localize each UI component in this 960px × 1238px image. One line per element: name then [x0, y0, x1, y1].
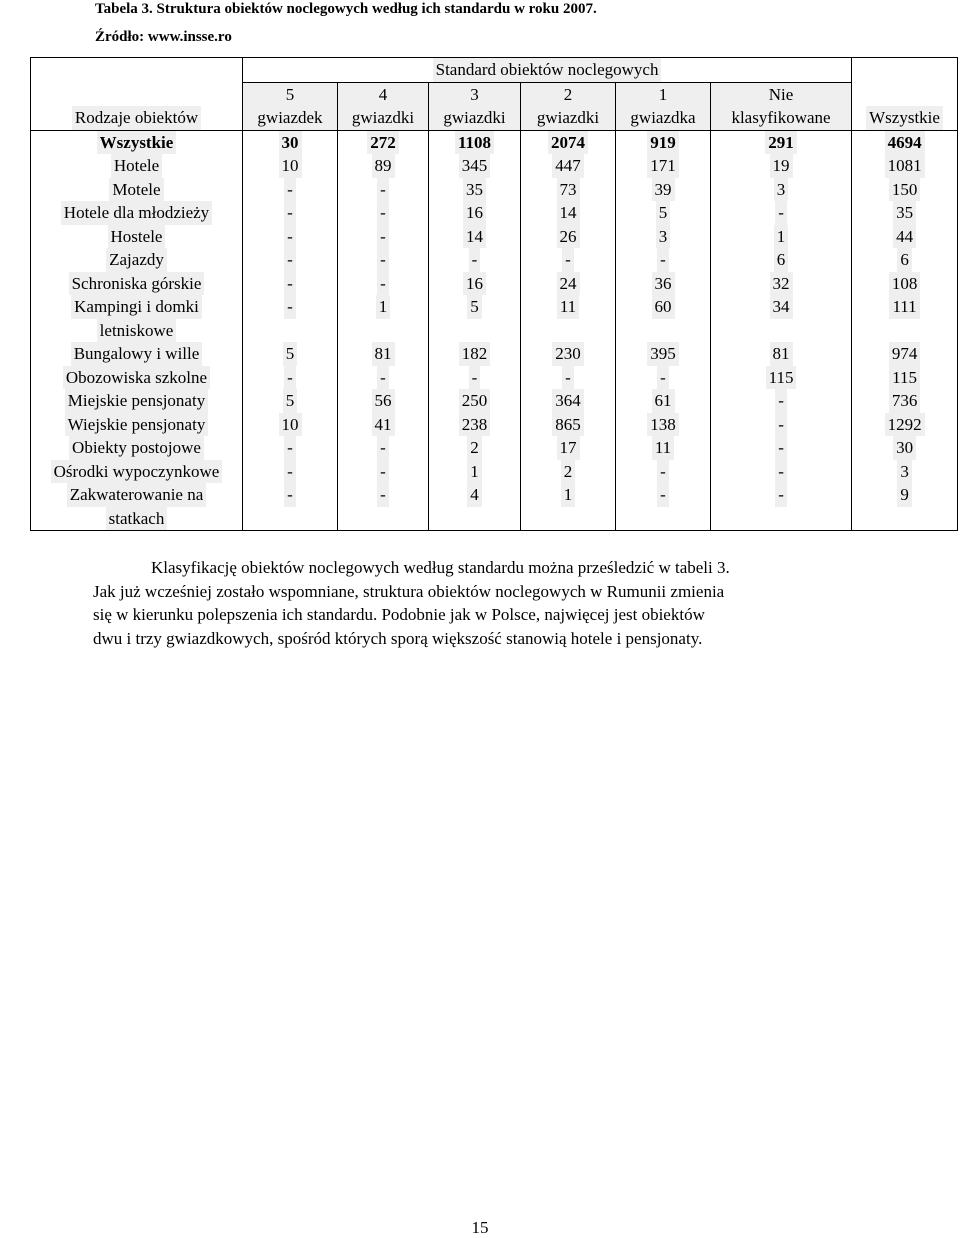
accommodation-table: [30, 57, 958, 531]
row-name-cell: [31, 483, 243, 531]
value-cell: [711, 225, 852, 249]
cell-value: 11: [652, 436, 674, 460]
value-cell: [711, 295, 852, 342]
value-cell: [521, 436, 616, 460]
value-cell: [338, 342, 429, 366]
value-cell: [616, 225, 711, 249]
row-name: Zakwaterowanie na: [67, 483, 207, 507]
row-name-continuation: letniskowe: [97, 319, 177, 343]
row-name-cell: [31, 413, 243, 437]
value-cell: [711, 460, 852, 484]
cell-value: -: [657, 366, 669, 390]
value-cell: [852, 389, 958, 413]
cell-value: -: [562, 248, 574, 272]
cell-value: 26: [557, 225, 580, 249]
cell-value: 115: [889, 366, 920, 390]
cell-value: 35: [463, 178, 486, 202]
value-cell: [338, 389, 429, 413]
row-name: Hotele: [111, 154, 162, 178]
cell-value: -: [377, 225, 389, 249]
cell-value: 974: [889, 342, 921, 366]
value-cell: [711, 154, 852, 178]
value-cell: [243, 130, 338, 154]
value-cell: [521, 295, 616, 342]
cell-value: 1: [376, 295, 391, 319]
cell-value: -: [284, 225, 296, 249]
column-header: 3 gwiazdki: [429, 82, 521, 130]
value-cell: [243, 272, 338, 296]
cell-value: 447: [552, 154, 584, 178]
value-cell: [243, 483, 338, 531]
value-cell: [852, 483, 958, 531]
cell-value: 111: [889, 295, 919, 319]
cell-value: 250: [459, 389, 491, 413]
row-name: Schroniska górskie: [69, 272, 205, 296]
row-name: Hotele dla młodzieży: [61, 201, 212, 225]
table-row: [31, 389, 958, 413]
row-name-cell: [31, 130, 243, 154]
cell-value: 230: [552, 342, 584, 366]
value-cell: [338, 460, 429, 484]
row-name-cell: [31, 389, 243, 413]
value-cell: [616, 436, 711, 460]
column-header: 5 gwiazdek: [243, 82, 338, 130]
cell-value: 1: [774, 225, 789, 249]
value-cell: [711, 483, 852, 531]
cell-value: -: [284, 436, 296, 460]
cell-value: 1108: [455, 131, 494, 155]
value-cell: [429, 272, 521, 296]
cell-value: 182: [459, 342, 491, 366]
row-name-cell: [31, 366, 243, 390]
value-cell: [616, 201, 711, 225]
cell-value: 32: [770, 272, 793, 296]
cell-value: 171: [647, 154, 679, 178]
cell-value: 10: [279, 154, 302, 178]
cell-value: 345: [459, 154, 491, 178]
table-body: [31, 130, 958, 531]
value-cell: [521, 248, 616, 272]
value-cell: [616, 366, 711, 390]
row-name: Ośrodki wypoczynkowe: [51, 460, 223, 484]
value-cell: [243, 178, 338, 202]
value-cell: [521, 413, 616, 437]
cell-value: -: [284, 178, 296, 202]
cell-value: 291: [765, 131, 797, 155]
value-cell: [711, 366, 852, 390]
cell-value: 1292: [885, 413, 925, 437]
value-cell: [852, 130, 958, 154]
cell-value: 6: [897, 248, 912, 272]
value-cell: [429, 413, 521, 437]
cell-value: -: [284, 201, 296, 225]
cell-value: 89: [372, 154, 395, 178]
value-cell: [521, 130, 616, 154]
row-name: Hostele: [108, 225, 166, 249]
value-cell: [711, 248, 852, 272]
cell-value: 60: [652, 295, 675, 319]
cell-value: 919: [647, 131, 679, 155]
value-cell: [429, 483, 521, 531]
paragraph-line: Jak już wcześniej zostało wspomniane, struktura obiektów noclegowych w Rumunii zmienia: [93, 581, 725, 601]
cell-value: 395: [647, 342, 679, 366]
row-name: Wiejskie pensjonaty: [65, 413, 209, 437]
cell-value: 865: [552, 413, 584, 437]
cell-value: -: [377, 248, 389, 272]
cell-value: -: [377, 460, 389, 484]
row-name-cell: [31, 460, 243, 484]
value-cell: [429, 460, 521, 484]
row-name: Bungalowy i wille: [71, 342, 203, 366]
cell-value: 736: [889, 389, 921, 413]
cell-value: 36: [652, 272, 675, 296]
cell-value: 9: [897, 483, 912, 507]
value-cell: [338, 130, 429, 154]
cell-value: 238: [459, 413, 491, 437]
table-source: Źródło: www.insse.ro: [95, 29, 232, 45]
cell-value: 73: [557, 178, 580, 202]
cell-value: 5: [283, 389, 298, 413]
value-cell: [616, 295, 711, 342]
value-cell: [711, 389, 852, 413]
value-cell: [338, 483, 429, 531]
cell-value: -: [284, 272, 296, 296]
cell-value: 56: [372, 389, 395, 413]
row-label-header: Rodzaje obiektów: [31, 58, 243, 131]
cell-value: 5: [467, 295, 482, 319]
cell-value: -: [469, 248, 481, 272]
cell-value: 81: [770, 342, 793, 366]
cell-value: -: [775, 413, 787, 437]
row-name-cell: [31, 436, 243, 460]
value-cell: [852, 154, 958, 178]
row-name: Kampingi i domki: [71, 295, 202, 319]
cell-value: 138: [647, 413, 679, 437]
value-cell: [243, 413, 338, 437]
cell-value: 4694: [885, 131, 925, 155]
value-cell: [338, 295, 429, 342]
table-row: [31, 460, 958, 484]
table-row: [31, 295, 958, 342]
row-name-cell: [31, 342, 243, 366]
value-cell: [521, 460, 616, 484]
value-cell: [521, 154, 616, 178]
cell-value: 24: [557, 272, 580, 296]
cell-value: -: [657, 460, 669, 484]
cell-value: 39: [652, 178, 675, 202]
row-name-cell: [31, 272, 243, 296]
cell-value: -: [377, 483, 389, 507]
column-header: 1 gwiazdka: [616, 82, 711, 130]
cell-value: -: [775, 201, 787, 225]
cell-value: -: [657, 248, 669, 272]
value-cell: [429, 178, 521, 202]
value-cell: [521, 178, 616, 202]
cell-value: -: [377, 201, 389, 225]
value-cell: [521, 272, 616, 296]
value-cell: [429, 389, 521, 413]
value-cell: [338, 178, 429, 202]
cell-value: 4: [467, 483, 482, 507]
total-header: Wszystkie: [852, 58, 958, 131]
value-cell: [711, 342, 852, 366]
row-name: Motele: [109, 178, 163, 202]
value-cell: [338, 366, 429, 390]
column-header: Nie klasyfikowane: [711, 82, 852, 130]
value-cell: [521, 342, 616, 366]
value-cell: [429, 366, 521, 390]
value-cell: [616, 130, 711, 154]
cell-value: -: [284, 366, 296, 390]
value-cell: [711, 130, 852, 154]
value-cell: [429, 154, 521, 178]
cell-value: -: [775, 389, 787, 413]
value-cell: [338, 272, 429, 296]
value-cell: [711, 178, 852, 202]
cell-value: 5: [283, 342, 298, 366]
table-row: [31, 483, 958, 531]
cell-value: -: [775, 436, 787, 460]
value-cell: [852, 178, 958, 202]
cell-value: -: [775, 460, 787, 484]
value-cell: [711, 436, 852, 460]
cell-value: 1081: [885, 154, 925, 178]
table-caption: Tabela 3. Struktura obiektów noclegowych według ich standardu w roku 2007.: [95, 1, 597, 17]
group-header: Standard obiektów noclegowych: [243, 58, 852, 83]
value-cell: [852, 436, 958, 460]
column-header: 2 gwiazdki: [521, 82, 616, 130]
value-cell: [338, 248, 429, 272]
cell-value: 115: [766, 366, 797, 390]
row-name-cell: [31, 248, 243, 272]
value-cell: [616, 460, 711, 484]
row-name-cell: [31, 201, 243, 225]
value-cell: [338, 225, 429, 249]
value-cell: [852, 272, 958, 296]
value-cell: [852, 460, 958, 484]
cell-value: 2: [467, 436, 482, 460]
value-cell: [243, 366, 338, 390]
row-name-cell: [31, 295, 243, 342]
value-cell: [711, 413, 852, 437]
table-row: [31, 178, 958, 202]
value-cell: [338, 201, 429, 225]
value-cell: [243, 295, 338, 342]
value-cell: [243, 460, 338, 484]
value-cell: [616, 248, 711, 272]
cell-value: -: [469, 366, 481, 390]
value-cell: [243, 225, 338, 249]
cell-value: -: [377, 436, 389, 460]
value-cell: [243, 436, 338, 460]
body-paragraph: [93, 556, 893, 650]
cell-value: 14: [557, 201, 580, 225]
value-cell: [429, 225, 521, 249]
table-row: [31, 342, 958, 366]
column-header: 4 gwiazdki: [338, 82, 429, 130]
value-cell: [521, 225, 616, 249]
table-row: [31, 413, 958, 437]
value-cell: [243, 342, 338, 366]
cell-value: 6: [774, 248, 789, 272]
cell-value: -: [377, 272, 389, 296]
value-cell: [852, 248, 958, 272]
value-cell: [521, 366, 616, 390]
cell-value: -: [284, 483, 296, 507]
table-row: [31, 248, 958, 272]
cell-value: 35: [893, 201, 916, 225]
value-cell: [338, 413, 429, 437]
cell-value: 2074: [548, 131, 588, 155]
value-cell: [338, 154, 429, 178]
value-cell: [521, 201, 616, 225]
value-cell: [852, 413, 958, 437]
cell-value: -: [775, 483, 787, 507]
value-cell: [429, 436, 521, 460]
header-row-group: [31, 58, 958, 83]
cell-value: 272: [367, 131, 399, 155]
row-name: Zajazdy: [106, 248, 167, 272]
value-cell: [338, 436, 429, 460]
value-cell: [616, 413, 711, 437]
cell-value: 3: [656, 225, 671, 249]
table-row: [31, 436, 958, 460]
value-cell: [852, 225, 958, 249]
value-cell: [429, 295, 521, 342]
cell-value: 16: [463, 201, 486, 225]
row-name-cell: [31, 154, 243, 178]
row-name: Miejskie pensjonaty: [65, 389, 208, 413]
row-name: Obozowiska szkolne: [63, 366, 210, 390]
cell-value: 10: [279, 413, 302, 437]
cell-value: 61: [652, 389, 675, 413]
value-cell: [711, 272, 852, 296]
cell-value: -: [284, 460, 296, 484]
row-name-continuation: statkach: [106, 507, 168, 531]
cell-value: -: [284, 295, 296, 319]
table-row: [31, 272, 958, 296]
cell-value: -: [377, 366, 389, 390]
cell-value: 1: [467, 460, 482, 484]
value-cell: [243, 389, 338, 413]
cell-value: 108: [889, 272, 921, 296]
row-name: Obiekty postojowe: [69, 436, 204, 460]
table-row: [31, 154, 958, 178]
cell-value: 364: [552, 389, 584, 413]
value-cell: [429, 130, 521, 154]
cell-value: 30: [893, 436, 916, 460]
cell-value: 19: [770, 154, 793, 178]
value-cell: [521, 389, 616, 413]
value-cell: [243, 248, 338, 272]
value-cell: [616, 272, 711, 296]
cell-value: 44: [893, 225, 916, 249]
paragraph-line: dwu i trzy gwiazdkowych, spośród których sporą większość stanowią hotele i pensjonaty.: [93, 628, 703, 648]
value-cell: [852, 295, 958, 342]
row-name-cell: [31, 225, 243, 249]
cell-value: 14: [463, 225, 486, 249]
table-row: [31, 366, 958, 390]
cell-value: 41: [372, 413, 395, 437]
cell-value: 81: [372, 342, 395, 366]
cell-value: 3: [897, 460, 912, 484]
cell-value: 1: [561, 483, 576, 507]
paragraph-line: Klasyfikację obiektów noclegowych według standardu można prześledzić w tabeli 3.: [151, 558, 730, 577]
value-cell: [616, 342, 711, 366]
row-name: Wszystkie: [97, 131, 177, 155]
paragraph-line: się w kierunku polepszenia ich standardu. Podobnie jak w Polsce, najwięcej jest obiektów: [93, 605, 705, 624]
value-cell: [429, 201, 521, 225]
cell-value: 2: [561, 460, 576, 484]
cell-value: 5: [656, 201, 671, 225]
value-cell: [852, 366, 958, 390]
cell-value: 11: [557, 295, 579, 319]
table-row: [31, 130, 958, 154]
table-row: [31, 201, 958, 225]
cell-value: -: [657, 483, 669, 507]
cell-value: -: [562, 366, 574, 390]
cell-value: 150: [889, 178, 921, 202]
value-cell: [852, 342, 958, 366]
value-cell: [616, 389, 711, 413]
cell-value: 17: [557, 436, 580, 460]
cell-value: -: [284, 248, 296, 272]
value-cell: [852, 201, 958, 225]
cell-value: 16: [463, 272, 486, 296]
value-cell: [429, 248, 521, 272]
cell-value: 3: [774, 178, 789, 202]
value-cell: [429, 342, 521, 366]
row-name-cell: [31, 178, 243, 202]
value-cell: [243, 154, 338, 178]
page-number: 15: [471, 1218, 489, 1237]
table-row: [31, 225, 958, 249]
value-cell: [711, 201, 852, 225]
value-cell: [243, 201, 338, 225]
cell-value: -: [377, 178, 389, 202]
value-cell: [616, 483, 711, 531]
value-cell: [521, 483, 616, 531]
cell-value: 34: [770, 295, 793, 319]
value-cell: [616, 178, 711, 202]
value-cell: [616, 154, 711, 178]
cell-value: 30: [279, 131, 302, 155]
